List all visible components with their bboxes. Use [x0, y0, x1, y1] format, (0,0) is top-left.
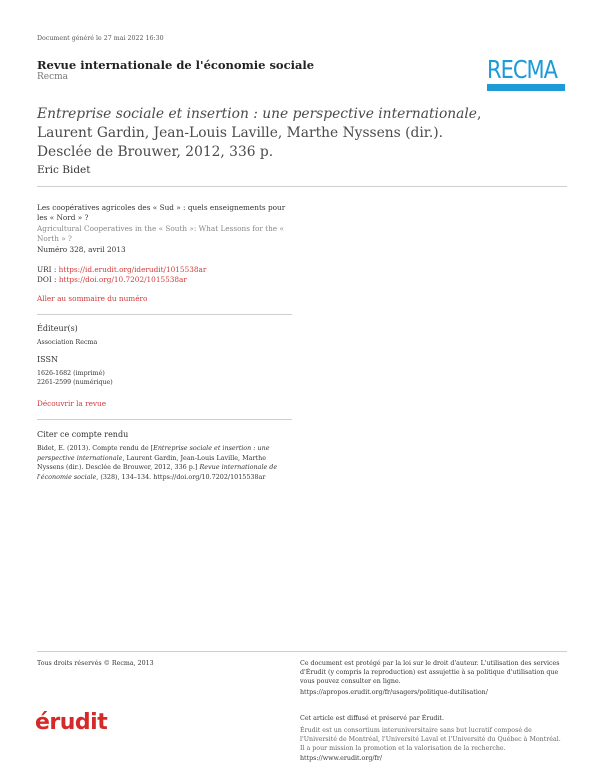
erudit-link[interactable]: https://www.erudit.org/fr/ [300, 755, 382, 762]
article-title-rest: , Laurent Gardin, Jean-Louis Laville, Marthe Nyssens (dir.). Desclée de Brouwer, 2012, 336 p. [37, 106, 482, 160]
citation-suffix: , (328), 134–134. https://doi.org/10.7202/1015538ar [96, 472, 266, 481]
rights: Tous droits réservés © Recma, 2013 [37, 660, 154, 667]
divider [37, 186, 567, 187]
citation-heading: Citer ce compte rendu [37, 430, 129, 439]
policy-link[interactable]: https://apropos.erudit.org/fr/usagers/politique-dutilisation/ [300, 689, 488, 696]
article-title [37, 105, 492, 162]
doi-label: DOI : [37, 275, 57, 284]
journal-short: Recma [37, 72, 69, 82]
citation-text [37, 444, 292, 482]
divider [37, 314, 292, 315]
doi-link[interactable]: https://doi.org/10.7202/1015538ar [58, 275, 187, 284]
citation-journal: Revue internationale de l'économie sociale [37, 463, 278, 481]
recma-logo-bar [487, 84, 565, 91]
doi-line [37, 275, 297, 285]
issue-title-en: Agricultural Cooperatives in the « South »: What Lessons for the « North » ? [37, 224, 284, 243]
divider [37, 651, 567, 652]
article-author: Eric Bidet [37, 164, 91, 176]
issn-heading: ISSN [37, 355, 58, 364]
article-title-italic: Entreprise sociale et insertion : une perspective internationale [37, 106, 477, 122]
issue-title-fr: Les coopératives agricoles des « Sud » : quels enseignements pour les « Nord » ? [37, 203, 286, 222]
uri-line [37, 265, 297, 275]
discover-link[interactable]: Découvrir la revue [37, 399, 107, 408]
erudit-logo: érudit [35, 710, 108, 735]
citation-prefix: Bidet, E. (2013). Compte rendu de [ [37, 444, 154, 452]
publisher-heading: Éditeur(s) [37, 324, 78, 333]
citation-book-title: Entreprise sociale et insertion : une perspective internationale [37, 444, 270, 462]
publisher-name: Association Recma [37, 339, 98, 346]
issn-digital: 2261-2599 (numérique) [37, 379, 113, 386]
uri-link[interactable]: https://id.erudit.org/iderudit/1015538ar [58, 265, 207, 274]
generated-date: Document généré le 27 mai 2022 16:30 [37, 35, 164, 42]
divider [37, 419, 292, 420]
copyright-text: Ce document est protégé par la loi sur le droit d'auteur. L'utilisation des services d'Érudit (y compris la reproduction) est assujettie à sa politique d'utilisation que vous pouvez consulter en ligne. [300, 660, 560, 685]
citation-middle: , Laurent Gardin, Jean-Louis Laville, Marthe Nyssens (dir.). Desclée de Brouwer, 2012, 336 p.] [37, 453, 266, 471]
recma-logo: RECMA [487, 55, 567, 95]
consortium-text: Érudit est un consortium interuniversitaire sans but lucratif composé de l'Université de Montréal, l'Université Laval et l'Université du Québec à Montréal. Il a pour mission la promotion et la valorisation de la recherche. [300, 727, 561, 752]
journal-title: Revue internationale de l'économie sociale [37, 58, 315, 72]
issn-print: 1626-1682 (imprimé) [37, 370, 105, 377]
issue-number: Numéro 328, avril 2013 [37, 245, 126, 254]
summary-link[interactable]: Aller au sommaire du numéro [37, 294, 148, 303]
distributed-text: Cet article est diffusé et préservé par Érudit. [300, 715, 444, 722]
uri-label: URI : [37, 265, 57, 274]
